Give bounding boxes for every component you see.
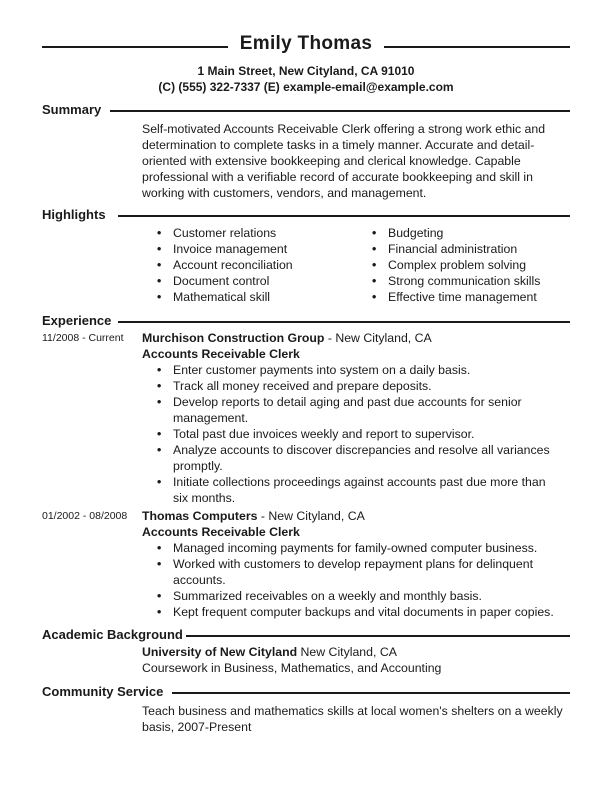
resume-header — [0, 33, 612, 61]
list-item: • Customer relations — [157, 225, 293, 241]
list-item: • Effective time management — [372, 289, 540, 305]
community-heading: Community Service — [42, 684, 164, 699]
summary-text: Self-motivated Accounts Receivable Clerk offering a strong work ethic and determination to complete tasks in a timely manner. Accurate and detail- oriented with extensive bookkeeping and clerical knowledge. Capable professional with a verifiable record of accurate bookkeeping and skill in working with customers, vendors, and management. — [142, 122, 546, 200]
list-item: • Managed incoming payments for family-owned computer business. — [157, 540, 577, 556]
list-item: • Total past due invoices weekly and report to supervisor. — [157, 426, 577, 442]
school-line: University of New Cityland New Cityland, CA — [142, 645, 397, 659]
highlights-rule — [118, 215, 570, 217]
list-item: • Enter customer payments into system on a daily basis. — [157, 362, 577, 378]
job-duties-list — [157, 362, 577, 506]
job-dates: 01/2002 - 08/2008 — [42, 510, 128, 522]
list-item: • Track all money received and prepare deposits. — [157, 378, 577, 394]
community-text: Teach business and mathematics skills at local women's shelters on a weekly basis, 2007-Present — [142, 704, 563, 734]
list-item: • Strong communication skills — [372, 273, 540, 289]
community-rule — [172, 692, 570, 694]
list-item: • Worked with customers to develop repayment plans for delinquent accounts. — [157, 556, 577, 588]
highlights-left-list — [157, 225, 293, 305]
education-heading: Academic Background — [42, 627, 183, 642]
list-item: • Financial administration — [372, 241, 540, 257]
address: 1 Main Street, New Cityland, CA 91010 — [197, 64, 415, 78]
summary-rule — [110, 110, 570, 112]
summary-heading: Summary — [42, 102, 102, 117]
job-dates: 11/2008 - Current — [42, 332, 124, 344]
contact-info: (C) (555) 322-7337 (E) example-email@example.com — [158, 80, 454, 94]
list-item: • Analyze accounts to discover discrepancies and resolve all variances promptly. — [157, 442, 577, 474]
candidate-name: Emily Thomas — [0, 33, 612, 55]
list-item: • Initiate collections proceedings against accounts past due more than six months. — [157, 474, 577, 506]
list-item: • Kept frequent computer backups and vital documents in paper copies. — [157, 604, 577, 620]
list-item: • Budgeting — [372, 225, 540, 241]
highlights-right-list — [372, 225, 540, 305]
list-item: • Mathematical skill — [157, 289, 293, 305]
coursework: Coursework in Business, Mathematics, and Accounting — [142, 661, 442, 675]
job-duties-list — [157, 540, 577, 620]
experience-rule — [118, 321, 570, 323]
list-item: • Complex problem solving — [372, 257, 540, 273]
job-employer: Thomas Computers - New Cityland, CA — [142, 509, 365, 523]
job-title: Accounts Receivable Clerk — [142, 347, 300, 361]
list-item: • Account reconciliation — [157, 257, 293, 273]
education-rule — [186, 635, 570, 637]
job-title: Accounts Receivable Clerk — [142, 525, 300, 539]
list-item: • Summarized receivables on a weekly and monthly basis. — [157, 588, 577, 604]
list-item: • Develop reports to detail aging and past due accounts for senior management. — [157, 394, 577, 426]
job-employer: Murchison Construction Group - New Cityland, CA — [142, 331, 432, 345]
experience-heading: Experience — [42, 313, 112, 328]
list-item: • Document control — [157, 273, 293, 289]
highlights-heading: Highlights — [42, 207, 106, 222]
list-item: • Invoice management — [157, 241, 293, 257]
